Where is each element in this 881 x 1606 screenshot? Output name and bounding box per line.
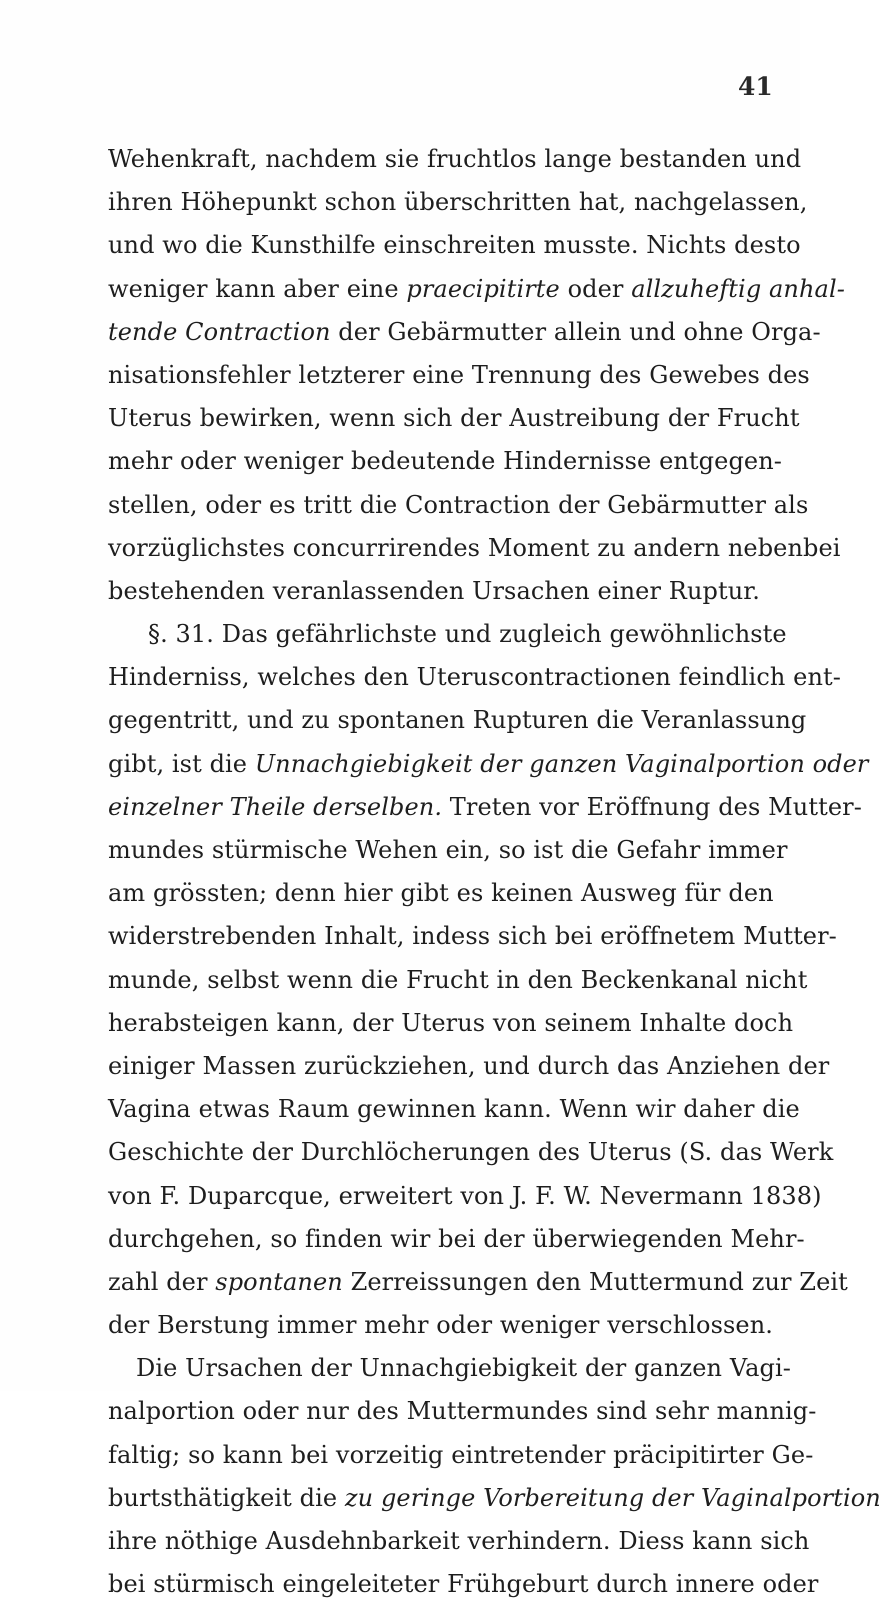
text-line [108, 743, 869, 786]
text-run: stellen, oder es tritt die Contraction der Gebärmutter als [108, 490, 809, 519]
text-line [108, 656, 841, 699]
text-run: Hinderniss, welches den Uteruscontractionen feindlich ent- [108, 663, 841, 692]
text-run: zahl der [108, 1267, 216, 1296]
text-run: Die Ursachen der Unnachgiebigkeit der ganzen Vagi- [136, 1354, 791, 1383]
text-line [108, 1304, 774, 1347]
text-run: nalportion oder nur des Muttermundes sind sehr mannig- [108, 1397, 817, 1426]
text-run: §. 31. Das gefährlichste und zugleich gewöhnlichste [148, 620, 787, 649]
text-run: mundes stürmische Wehen ein, so ist die Gefahr immer [108, 836, 788, 864]
text-line [108, 181, 808, 224]
text-run: der Gebärmutter allein und ohne Orga- [330, 317, 821, 346]
text-line [108, 872, 774, 915]
italic-phrase: zu geringe Vorbereitung der Vaginalportion [344, 1483, 881, 1512]
text-line [108, 1088, 800, 1131]
text-run: oder [559, 274, 632, 303]
text-run: widerstrebenden Inhalt, indess sich bei eröffnetem Mutter- [108, 922, 837, 951]
text-line [108, 1175, 822, 1218]
text-run: nisationsfehler letzterer eine Trennung des Gewebes des [108, 360, 810, 389]
body-text [108, 138, 881, 1606]
text-line [108, 699, 807, 742]
text-run: Uterus bewirken, wenn sich der Austreibung der Frucht [108, 404, 800, 433]
text-line [108, 1002, 794, 1045]
text-run: einiger Massen zurückziehen, und durch das Anziehen der [108, 1051, 830, 1080]
text-run: am grössten; denn hier gibt es keinen Ausweg für den [108, 879, 774, 908]
text-run: der Berstung immer mehr oder weniger verschlossen. [108, 1311, 774, 1340]
text-line [108, 1563, 819, 1606]
text-line [108, 1261, 848, 1304]
text-run: durchgehen, so finden wir bei der überwiegenden Mehr- [108, 1224, 805, 1253]
text-line [108, 570, 768, 613]
text-run: mehr oder weniger bedeutende Hindernisse entgegen- [108, 447, 782, 476]
text-line [108, 268, 845, 311]
page-number: 41 [738, 72, 773, 101]
text-line [108, 440, 782, 483]
text-line [108, 527, 841, 570]
text-run: ihren Höhepunkt schon überschritten hat, nachgelassen, [108, 188, 808, 217]
text-run: Geschichte der Durchlöcherungen des Uterus (S. das Werk [108, 1138, 834, 1167]
text-line [108, 397, 800, 440]
text-line [108, 484, 809, 527]
text-line [108, 829, 788, 872]
italic-phrase: einzelner Theile derselben. [108, 792, 443, 821]
text-run: faltig; so kann bei vorzeitig eintretender präcipitirter Ge- [108, 1440, 814, 1469]
text-run: ihre nöthige Ausdehnbarkeit verhindern. Diess kann sich [108, 1527, 810, 1555]
text-line [108, 1347, 791, 1390]
text-line [108, 1520, 810, 1563]
text-run: herabsteigen kann, der Uterus von seinem Inhalte doch [108, 1008, 794, 1037]
text-line [108, 224, 801, 267]
italic-phrase: Unnachgiebigkeit der ganzen Vaginalportion oder [254, 749, 869, 778]
text-run: Zerreissungen den Muttermund zur Zeit [342, 1267, 848, 1296]
text-line [108, 1045, 830, 1088]
italic-phrase: allzuheftig anhal- [631, 274, 845, 303]
text-line [108, 138, 802, 181]
text-run: Treten vor Eröffnung des Mutter- [442, 792, 862, 821]
text-run: munde, selbst wenn die Frucht in den Beckenkanal nicht [108, 965, 808, 994]
italic-phrase: tende Contraction [108, 317, 331, 346]
italic-phrase: spontanen [215, 1267, 343, 1296]
text-run: Wehenkraft, nachdem sie fruchtlos lange bestanden und [108, 145, 802, 173]
italic-phrase: praecipitirte [406, 274, 560, 303]
text-run: weniger kann aber eine [108, 274, 407, 303]
text-run: bestehenden veranlassenden Ursachen einer Ruptur. [108, 576, 760, 605]
text-run: gegentritt, und zu spontanen Rupturen die Veranlassung [108, 706, 807, 735]
text-line [108, 786, 862, 829]
text-line [108, 1477, 881, 1520]
text-line [108, 1390, 817, 1433]
text-line [108, 959, 808, 1002]
text-run: gibt, ist die [108, 749, 255, 778]
text-run: vorzüglichstes concurrirendes Moment zu andern nebenbei [108, 533, 841, 562]
text-line [108, 311, 821, 354]
text-line [108, 354, 810, 397]
text-line [108, 915, 837, 958]
text-run: burtsthätigkeit die [108, 1483, 345, 1512]
text-run: Vagina etwas Raum gewinnen kann. Wenn wir daher die [108, 1095, 800, 1124]
text-line [108, 1131, 834, 1174]
text-line [108, 1434, 814, 1477]
text-run: und wo die Kunsthilfe einschreiten musste. Nichts desto [108, 231, 801, 260]
text-run: bei stürmisch eingeleiteter Frühgeburt durch innere oder [108, 1570, 819, 1599]
text-run: von F. Duparcque, erweitert von J. F. W. Nevermann 1838) [108, 1181, 822, 1210]
text-line [108, 1218, 805, 1261]
text-line [108, 613, 787, 656]
